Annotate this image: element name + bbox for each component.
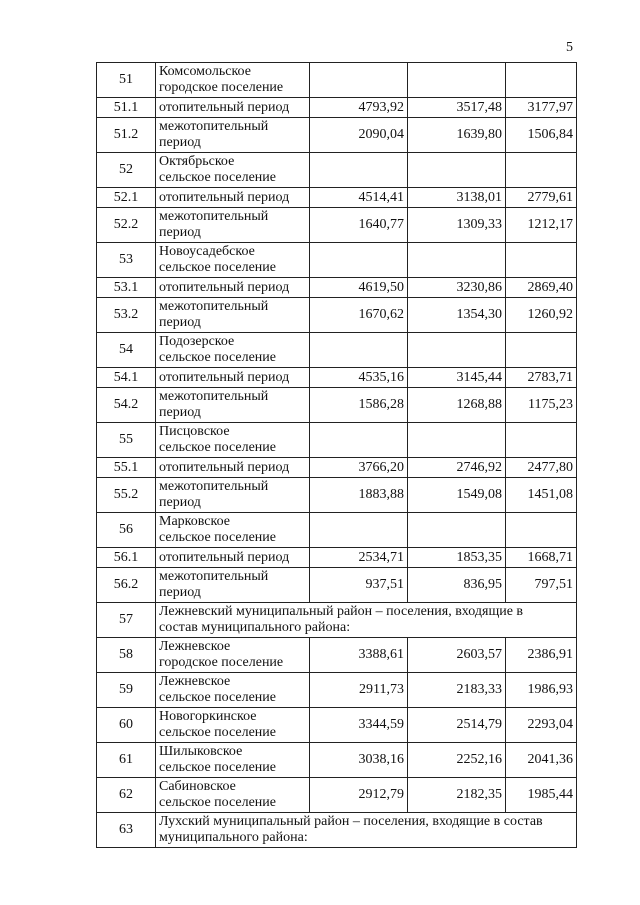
value-cell [408, 63, 506, 98]
settlement-name-line1: Октябрьское [159, 154, 235, 169]
settlement-name [156, 118, 310, 153]
row-number: 61 [97, 743, 156, 778]
value-cell [408, 153, 506, 188]
table-row [97, 743, 577, 778]
value-cell: 4619,50 [310, 278, 408, 298]
row-number: 55.1 [97, 458, 156, 478]
settlement-name-line2: период [159, 585, 201, 600]
value-cell [408, 423, 506, 458]
value-cell: 797,51 [506, 568, 577, 603]
settlement-name [156, 98, 310, 118]
settlement-name-line2: сельское поселение [159, 260, 276, 275]
value-cell: 3177,97 [506, 98, 577, 118]
value-cell: 2477,80 [506, 458, 577, 478]
table-row [97, 98, 577, 118]
district-heading [156, 603, 577, 638]
value-cell: 3038,16 [310, 743, 408, 778]
value-cell [310, 333, 408, 368]
value-cell [310, 153, 408, 188]
settlement-name-line1: межотопительный [159, 479, 269, 494]
settlement-name [156, 548, 310, 568]
value-cell: 1175,23 [506, 388, 577, 423]
row-number: 54.2 [97, 388, 156, 423]
settlement-name-line1: межотопительный [159, 299, 269, 314]
settlement-name [156, 478, 310, 513]
settlement-name [156, 638, 310, 673]
row-number: 56.1 [97, 548, 156, 568]
tariff-table [96, 62, 577, 848]
value-cell: 3766,20 [310, 458, 408, 478]
settlement-name [156, 333, 310, 368]
value-cell: 1640,77 [310, 208, 408, 243]
value-cell [310, 513, 408, 548]
settlement-name-line1: отопительный период [159, 189, 290, 205]
district-heading-line1: Лежневский муниципальный район – поселения, входящие в [159, 604, 524, 619]
value-cell: 2603,57 [408, 638, 506, 673]
value-cell [408, 243, 506, 278]
value-cell: 1639,80 [408, 118, 506, 153]
settlement-name-line1: отопительный период [159, 549, 290, 565]
row-number: 59 [97, 673, 156, 708]
value-cell [506, 153, 577, 188]
settlement-name-line2: сельское поселение [159, 760, 276, 775]
settlement-name-line1: Комсомольское [159, 64, 251, 79]
settlement-name [156, 153, 310, 188]
value-cell: 4514,41 [310, 188, 408, 208]
table-row [97, 153, 577, 188]
table-row [97, 568, 577, 603]
value-cell: 1986,93 [506, 673, 577, 708]
value-cell: 2869,40 [506, 278, 577, 298]
row-number: 52 [97, 153, 156, 188]
settlement-name [156, 243, 310, 278]
value-cell: 2293,04 [506, 708, 577, 743]
settlement-name-line2: период [159, 405, 201, 420]
value-cell: 2783,71 [506, 368, 577, 388]
value-cell [506, 423, 577, 458]
value-cell: 1549,08 [408, 478, 506, 513]
district-heading-line1: Лухский муниципальный район – поселения, входящие в состав [159, 814, 543, 829]
table-row [97, 243, 577, 278]
settlement-name [156, 778, 310, 813]
settlement-name-line2: период [159, 135, 201, 150]
value-cell: 1268,88 [408, 388, 506, 423]
table-row [97, 638, 577, 673]
settlement-name [156, 208, 310, 243]
row-number: 52.1 [97, 188, 156, 208]
value-cell: 2534,71 [310, 548, 408, 568]
settlement-name-line1: Писцовское [159, 424, 230, 439]
value-cell [506, 243, 577, 278]
row-number: 51 [97, 63, 156, 98]
table-row [97, 368, 577, 388]
row-number: 54.1 [97, 368, 156, 388]
table-body [97, 63, 577, 848]
table-row [97, 548, 577, 568]
settlement-name [156, 513, 310, 548]
table-row [97, 388, 577, 423]
settlement-name-line2: сельское поселение [159, 350, 276, 365]
table-row [97, 208, 577, 243]
settlement-name-line1: Сабиновское [159, 779, 236, 794]
settlement-name-line2: городское поселение [159, 80, 284, 95]
value-cell [408, 513, 506, 548]
row-number: 57 [97, 603, 156, 638]
value-cell: 2252,16 [408, 743, 506, 778]
district-heading-line2: состав муниципального района: [159, 620, 351, 635]
row-number: 56.2 [97, 568, 156, 603]
row-number: 51.1 [97, 98, 156, 118]
settlement-name-line2: сельское поселение [159, 690, 276, 705]
value-cell: 1586,28 [310, 388, 408, 423]
value-cell: 1506,84 [506, 118, 577, 153]
value-cell [408, 333, 506, 368]
table-row [97, 423, 577, 458]
table-row [97, 278, 577, 298]
settlement-name [156, 423, 310, 458]
value-cell: 937,51 [310, 568, 408, 603]
settlement-name-line1: межотопительный [159, 569, 269, 584]
settlement-name-line2: сельское поселение [159, 530, 276, 545]
row-number: 53 [97, 243, 156, 278]
page-number: 5 [566, 40, 573, 55]
settlement-name-line1: Новоусадебское [159, 244, 255, 259]
settlement-name-line2: сельское поселение [159, 725, 276, 740]
row-number: 52.2 [97, 208, 156, 243]
value-cell: 1853,35 [408, 548, 506, 568]
table-row [97, 118, 577, 153]
row-number: 54 [97, 333, 156, 368]
value-cell: 2746,92 [408, 458, 506, 478]
value-cell: 1354,30 [408, 298, 506, 333]
settlement-name-line2: сельское поселение [159, 170, 276, 185]
settlement-name [156, 188, 310, 208]
settlement-name-line1: Новогоркинское [159, 709, 257, 724]
value-cell: 2912,79 [310, 778, 408, 813]
settlement-name-line1: межотопительный [159, 209, 269, 224]
settlement-name-line1: межотопительный [159, 119, 269, 134]
settlement-name-line1: межотопительный [159, 389, 269, 404]
value-cell: 2514,79 [408, 708, 506, 743]
table-row [97, 333, 577, 368]
settlement-name [156, 63, 310, 98]
settlement-name [156, 298, 310, 333]
value-cell: 1260,92 [506, 298, 577, 333]
settlement-name-line1: Лежневское [159, 639, 231, 654]
settlement-name-line2: период [159, 225, 201, 240]
settlement-name-line1: Лежневское [159, 674, 231, 689]
value-cell: 2182,35 [408, 778, 506, 813]
table-row [97, 188, 577, 208]
district-heading [156, 813, 577, 848]
value-cell: 3230,86 [408, 278, 506, 298]
value-cell: 4535,16 [310, 368, 408, 388]
value-cell: 1212,17 [506, 208, 577, 243]
value-cell: 3138,01 [408, 188, 506, 208]
settlement-name-line1: Подозерское [159, 334, 235, 349]
table-row [97, 513, 577, 548]
table-row [97, 673, 577, 708]
value-cell: 1985,44 [506, 778, 577, 813]
row-number: 56 [97, 513, 156, 548]
value-cell: 1668,71 [506, 548, 577, 568]
settlement-name-line2: городское поселение [159, 655, 284, 670]
settlement-name [156, 673, 310, 708]
value-cell: 3344,59 [310, 708, 408, 743]
settlement-name [156, 568, 310, 603]
row-number: 58 [97, 638, 156, 673]
value-cell: 2183,33 [408, 673, 506, 708]
row-number: 53.2 [97, 298, 156, 333]
row-number: 55.2 [97, 478, 156, 513]
settlement-name [156, 278, 310, 298]
district-heading-line2: муниципального района: [159, 830, 308, 845]
settlement-name-line1: Шилыковское [159, 744, 243, 759]
value-cell: 2090,04 [310, 118, 408, 153]
settlement-name-line1: отопительный период [159, 459, 290, 475]
value-cell: 2386,91 [506, 638, 577, 673]
settlement-name [156, 708, 310, 743]
settlement-name-line2: сельское поселение [159, 795, 276, 810]
value-cell [310, 423, 408, 458]
settlement-name-line2: период [159, 315, 201, 330]
value-cell: 2041,36 [506, 743, 577, 778]
value-cell: 1670,62 [310, 298, 408, 333]
settlement-name [156, 388, 310, 423]
value-cell [506, 333, 577, 368]
settlement-name [156, 458, 310, 478]
table-row [97, 778, 577, 813]
value-cell: 2911,73 [310, 673, 408, 708]
settlement-name-line1: отопительный период [159, 369, 290, 385]
value-cell: 2779,61 [506, 188, 577, 208]
value-cell: 3145,44 [408, 368, 506, 388]
value-cell [506, 513, 577, 548]
settlement-name-line2: период [159, 495, 201, 510]
table-row [97, 603, 577, 638]
row-number: 62 [97, 778, 156, 813]
value-cell [310, 63, 408, 98]
settlement-name-line1: Марковское [159, 514, 230, 529]
value-cell: 836,95 [408, 568, 506, 603]
settlement-name-line1: отопительный период [159, 279, 290, 295]
row-number: 63 [97, 813, 156, 848]
row-number: 60 [97, 708, 156, 743]
value-cell: 3388,61 [310, 638, 408, 673]
value-cell: 3517,48 [408, 98, 506, 118]
settlement-name [156, 368, 310, 388]
row-number: 55 [97, 423, 156, 458]
table-row [97, 478, 577, 513]
row-number: 51.2 [97, 118, 156, 153]
table-row [97, 458, 577, 478]
value-cell [310, 243, 408, 278]
value-cell: 1883,88 [310, 478, 408, 513]
value-cell: 1451,08 [506, 478, 577, 513]
value-cell: 4793,92 [310, 98, 408, 118]
table-row [97, 813, 577, 848]
table-row [97, 63, 577, 98]
value-cell [506, 63, 577, 98]
settlement-name-line1: отопительный период [159, 99, 290, 115]
table-row [97, 708, 577, 743]
table-row [97, 298, 577, 333]
settlement-name [156, 743, 310, 778]
settlement-name-line2: сельское поселение [159, 440, 276, 455]
row-number: 53.1 [97, 278, 156, 298]
value-cell: 1309,33 [408, 208, 506, 243]
